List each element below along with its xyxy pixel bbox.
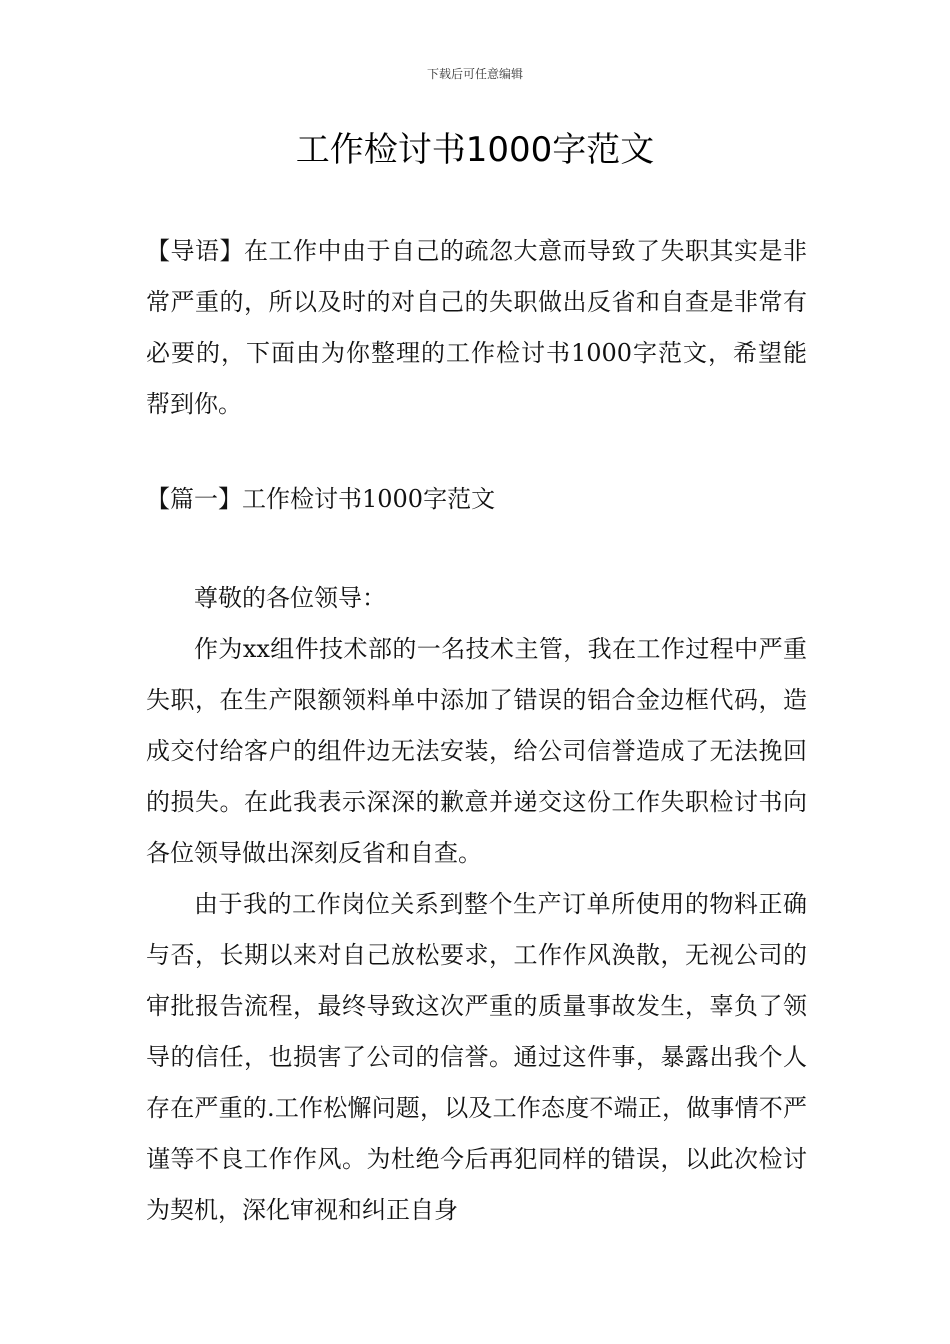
section-heading: 【篇一】工作检讨书1000字范文	[146, 485, 496, 513]
document-body	[146, 226, 807, 1236]
body-paragraph-2: 由于我的工作岗位关系到整个生产订单所使用的物料正确与否，长期以来对自己放松要求，工作作风涣散，无视公司的审批报告流程，最终导致这次严重的质量事故发生，辜负了领导的信任，也损害了公司的信誉。通过这件事，暴露出我个人存在严重的.工作松懈问题，以及工作态度不端正，做事情不严谨等不良工作作风。为杜绝今后再犯同样的错误，以此次检讨为契机，深化审视和纠正自身	[146, 890, 807, 1224]
body-paragraph-1: 作为xx组件技术部的一名技术主管，我在工作过程中严重失职，在生产限额领料单中添加了错误的铝合金边框代码，造成交付给客户的组件边无法安装，给公司信誉造成了无法挽回的损失。在此我表示深深的歉意并递交这份工作失职检讨书向各位领导做出深刻反省和自查。	[146, 635, 807, 867]
document-title: 工作检讨书1000字范文	[295, 130, 655, 170]
header-note: 下载后可任意编辑	[426, 67, 523, 81]
salutation: 尊敬的各位领导：	[194, 584, 386, 612]
intro-paragraph: 【导语】在工作中由于自己的疏忽大意而导致了失职其实是非常严重的，所以及时的对自己的失职做出反省和自查是非常有必要的，下面由为你整理的工作检讨书1000字范文，希望能帮到你。	[146, 237, 807, 418]
